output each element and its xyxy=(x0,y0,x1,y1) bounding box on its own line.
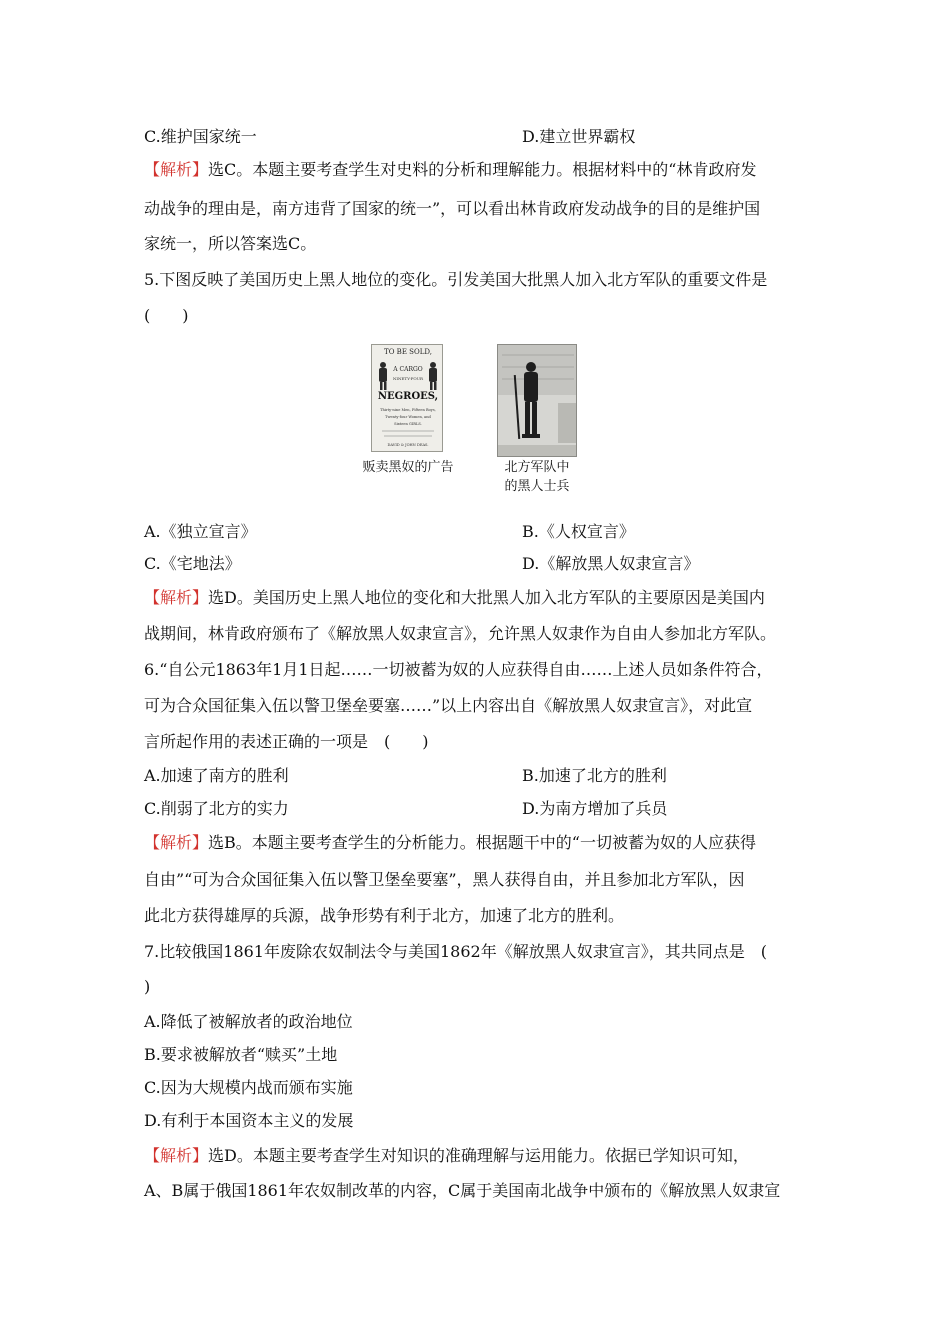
q7-stem-line-2: ) xyxy=(144,977,151,996)
poster-line-3: NINETY-FOUR xyxy=(392,376,424,381)
q7-stem-line-1: 7.比较俄国1861年废除农奴制法令与美国1862年《解放黑人奴隶宣言》，其共同点是 ( xyxy=(144,942,767,961)
poster-line-4: NEGROES, xyxy=(377,391,439,402)
q6-option-b: B.加速了北方的胜利 xyxy=(522,766,667,785)
poster-line-2: A CARGO xyxy=(393,366,423,373)
q6-analysis-line-1: 【解析】选B。本题主要考查学生的分析能力。根据题干中的“一切被蓄为奴的人应获得 xyxy=(144,833,756,852)
q5-option-row-1 xyxy=(144,521,635,543)
q6-analysis-line-3: 此北方获得雄厚的兵源，战争形势有利于北方，加速了北方的胜利。 xyxy=(144,906,625,925)
q4-analysis-line-1: 【解析】选C。本题主要考查学生对史料的分析和理解能力。根据材料中的“林肯政府发 xyxy=(144,160,757,179)
caption-advertisement: 贩卖黑奴的广告 xyxy=(362,460,454,475)
q6-option-c: C.削弱了北方的实力 xyxy=(144,799,289,818)
poster-line-6: Twenty-four Women, and xyxy=(385,415,431,419)
poster-line-7: Sixteen GIRLS. xyxy=(394,422,422,426)
q6-stem-line-1: 6.“自公元1863年1月1日起……一切被蓄为奴的人应获得自由……上述人员如条件符合， xyxy=(144,660,773,679)
q7-analysis-line-1: 【解析】选D。本题主要考查学生对知识的准确理解与运用能力。依据已学知识可知， xyxy=(144,1146,749,1165)
q7-analysis-line-2: A、B属于俄国1861年农奴制改革的内容，C属于美国南北战争中颁布的《解放黑人奴隶宣 xyxy=(144,1181,781,1200)
q5-analysis-line-2: 战期间，林肯政府颁布了《解放黑人奴隶宣言》，允许黑人奴隶作为自由人参加北方军队。 xyxy=(144,624,777,643)
q4-option-c: C.维护国家统一 xyxy=(144,127,257,146)
q5-stem-line-1: 5.下图反映了美国历史上黑人地位的变化。引发美国大批黑人加入北方军队的重要文件是 xyxy=(144,270,768,289)
q6-stem-line-2: 可为合众国征集入伍以警卫堡垒要塞……”以上内容出自《解放黑人奴隶宣言》，对此宣 xyxy=(144,696,753,715)
poster-line-5: Thirty-nine Men, Fifteen Boys, xyxy=(380,408,436,412)
q6-option-d: D.为南方增加了兵员 xyxy=(522,799,668,818)
q5-option-c: C.《宅地法》 xyxy=(144,554,241,573)
soldier-photo-illustration xyxy=(498,345,577,457)
analysis-tag: 【解析】 xyxy=(144,588,209,607)
q6-stem-line-3: 言所起作用的表述正确的一项是 ( ) xyxy=(144,732,429,751)
q7-option-c: C.因为大规模内战而颁布实施 xyxy=(144,1078,353,1097)
q5-option-b: B.《人权宣言》 xyxy=(522,522,635,541)
q5-option-d: D.《解放黑人奴隶宣言》 xyxy=(522,554,700,573)
analysis-tag: 【解析】 xyxy=(144,833,209,852)
analysis-tag: 【解析】 xyxy=(144,1146,209,1165)
q7-option-a: A.降低了被解放者的政治地位 xyxy=(144,1012,353,1031)
q5-analysis-line-1: 【解析】选D。美国历史上黑人地位的变化和大批黑人加入北方军队的主要原因是美国内 xyxy=(144,588,765,607)
q4-option-d: D.建立世界霸权 xyxy=(522,127,636,146)
caption-soldier: 北方军队中 的黑人士兵 xyxy=(504,460,570,494)
q7-option-b: B.要求被解放者“赎买”土地 xyxy=(144,1045,338,1064)
poster-line-8: DAVID & JOHN DEAS. xyxy=(387,443,429,447)
q5-figure xyxy=(0,340,950,500)
q5-option-a: A.《独立宣言》 xyxy=(144,522,257,541)
analysis-tag: 【解析】 xyxy=(144,160,209,179)
q4-analysis-line-2: 动战争的理由是，南方违背了国家的统一”，可以看出林肯政府发动战争的目的是维护国 xyxy=(144,199,761,218)
q6-option-a: A.加速了南方的胜利 xyxy=(144,766,289,785)
q5-option-row-2 xyxy=(144,553,700,575)
advertisement-illustration xyxy=(372,345,443,452)
q6-option-row-1 xyxy=(144,765,667,787)
black-union-soldier-photo xyxy=(497,344,577,457)
q4-analysis-line-3: 家统一，所以答案选C。 xyxy=(144,234,317,253)
slave-sale-advertisement-image xyxy=(371,344,443,452)
q5-stem-line-2: ( ) xyxy=(144,306,189,325)
poster-line-1: TO BE SOLD, xyxy=(384,348,432,356)
q7-option-d: D.有利于本国资本主义的发展 xyxy=(144,1111,354,1130)
q6-analysis-line-2: 自由”“可为合众国征集入伍以警卫堡垒要塞”，黑人获得自由，并且参加北方军队，因 xyxy=(144,870,745,889)
q4-option-row xyxy=(144,126,636,148)
q6-option-row-2 xyxy=(144,798,668,820)
